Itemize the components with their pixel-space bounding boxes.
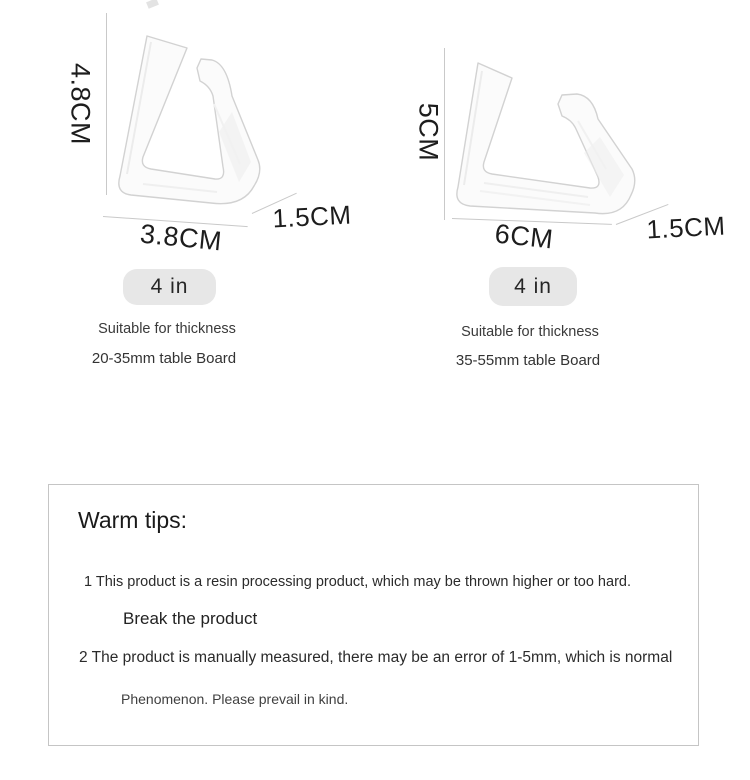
- depth-dimension-label: 1.5CM: [271, 199, 353, 234]
- warm-tips-box: [48, 484, 699, 746]
- size-badge: [489, 267, 577, 306]
- size-badge-label: 4 in: [514, 274, 552, 298]
- tablecloth-clip-small-image: [113, 24, 273, 214]
- width-dimension-label: 6CM: [493, 218, 555, 255]
- dim-line-height-right: [444, 48, 445, 220]
- photo-artifact: [146, 0, 159, 9]
- tip-2-line-1: 2 The product is manually measured, there may be an error of 1-5mm, which is normal: [79, 649, 673, 666]
- board-range-text: 35-55mm table Board: [455, 352, 601, 369]
- width-dimension-label: 3.8CM: [138, 218, 224, 257]
- suitable-thickness-text: Suitable for thickness: [98, 321, 236, 337]
- tip-1-line-1: 1 This product is a resin processing product, which may be thrown higher or too hard.: [84, 574, 631, 590]
- height-dimension-label: 4.8CM: [65, 62, 96, 146]
- size-badge-label: 4 in: [150, 275, 189, 298]
- dim-line-height-left: [106, 13, 107, 195]
- tip-2-line-2: Phenomenon. Please prevail in kind.: [121, 691, 349, 707]
- warm-tips-title: Warm tips:: [78, 507, 188, 533]
- height-dimension-label: 5CM: [413, 102, 444, 162]
- suitable-thickness-text: Suitable for thickness: [461, 324, 599, 340]
- tablecloth-clip-large-image: [450, 57, 645, 222]
- board-range-text: 20-35mm table Board: [91, 350, 237, 367]
- size-badge: [123, 269, 216, 305]
- tip-1-line-2: Break the product: [123, 609, 258, 628]
- depth-dimension-label: 1.5CM: [645, 210, 727, 245]
